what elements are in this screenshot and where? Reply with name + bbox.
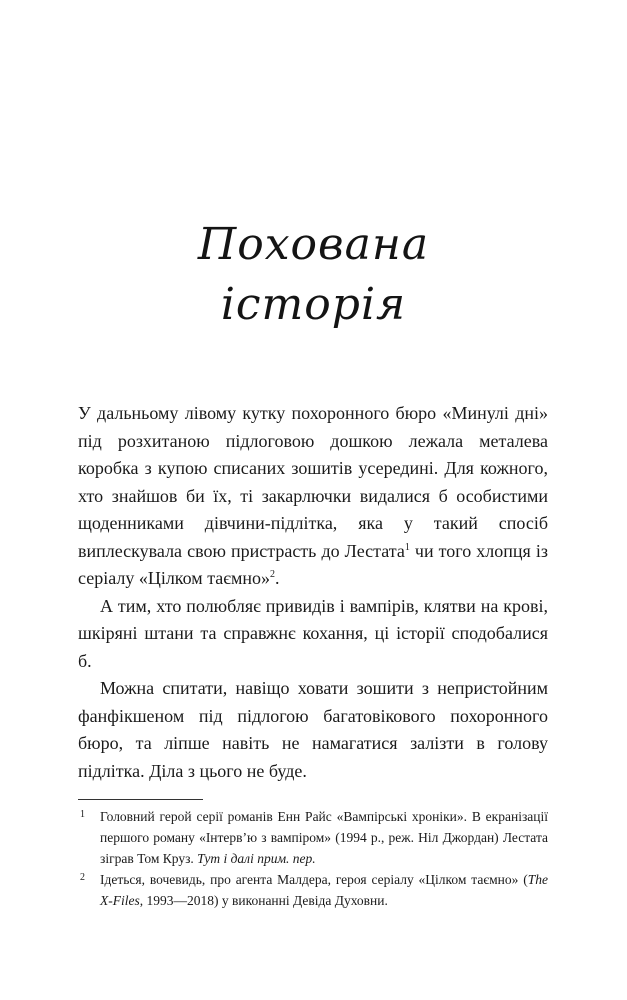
chapter-title-line-1: Похована xyxy=(197,219,430,270)
footnote-ref-2: 2 xyxy=(270,569,276,580)
paragraph-1-text-b: чи того хлопця із серіалу «Цілком таємно» xyxy=(78,540,548,588)
paragraph-2: А тим, хто полюбляє привидів і вампірів, клятви на крові, шкіряні штани та справжнє кохання, ці історії сподобалися б. xyxy=(78,595,548,671)
footnote-1-number: 1 xyxy=(80,809,85,820)
footnote-1-translator-note: Тут і далі прим. пер. xyxy=(197,851,316,866)
chapter-title xyxy=(0,215,627,335)
footnote-2-text-a: Ідеться, вочевидь, про агента Малдера, героя серіалу «Цілком таємно» ( xyxy=(100,872,528,887)
footnote-2-text-italic: The X-Files xyxy=(100,872,548,908)
body-text xyxy=(78,400,548,785)
footnote-2-number: 2 xyxy=(80,872,85,883)
footnote-1-text: Головний герой серії романів Енн Райс «Вампірські хроніки». В екранізації першого роману «Інтерв’ю з вампіром» (1994 р., реж. Ніл Джордан) Лестата зіграв Том Круз. xyxy=(100,809,548,866)
paragraph-3: Можна спитати, навіщо ховати зошити з непристойним фанфікшеном під підлогою багатовікового похоронного бюро, та ліпше навіть не намагатися залізти в голову підлітка. Діла з цього не буде. xyxy=(78,678,548,781)
footnote-ref-1: 1 xyxy=(404,541,410,553)
footnotes xyxy=(78,806,548,911)
chapter-title-line-2: історія xyxy=(220,279,407,330)
paragraph-1 xyxy=(78,400,548,593)
paragraph-1-text-a: У дальньому лівому кутку похоронного бюро «Минулі дні» під розхитаною підлоговою дошкою лежала металева коробка з купою списаних зошитів усередині. Для кожного, хто знайшов би їх, ті закарлючки видалися б особистими щоденниками дівчини-підлітка, яка у такий спосіб виплескувала свою пристрасть до Лестата xyxy=(78,403,548,561)
footnote-1 xyxy=(78,806,548,869)
paragraph-1-text-c: . xyxy=(275,568,280,588)
footnote-2 xyxy=(78,869,548,911)
footnote-2-text-b: , 1993—2018) у виконанні Девіда Духовни. xyxy=(139,893,388,908)
footnote-divider xyxy=(78,799,203,800)
